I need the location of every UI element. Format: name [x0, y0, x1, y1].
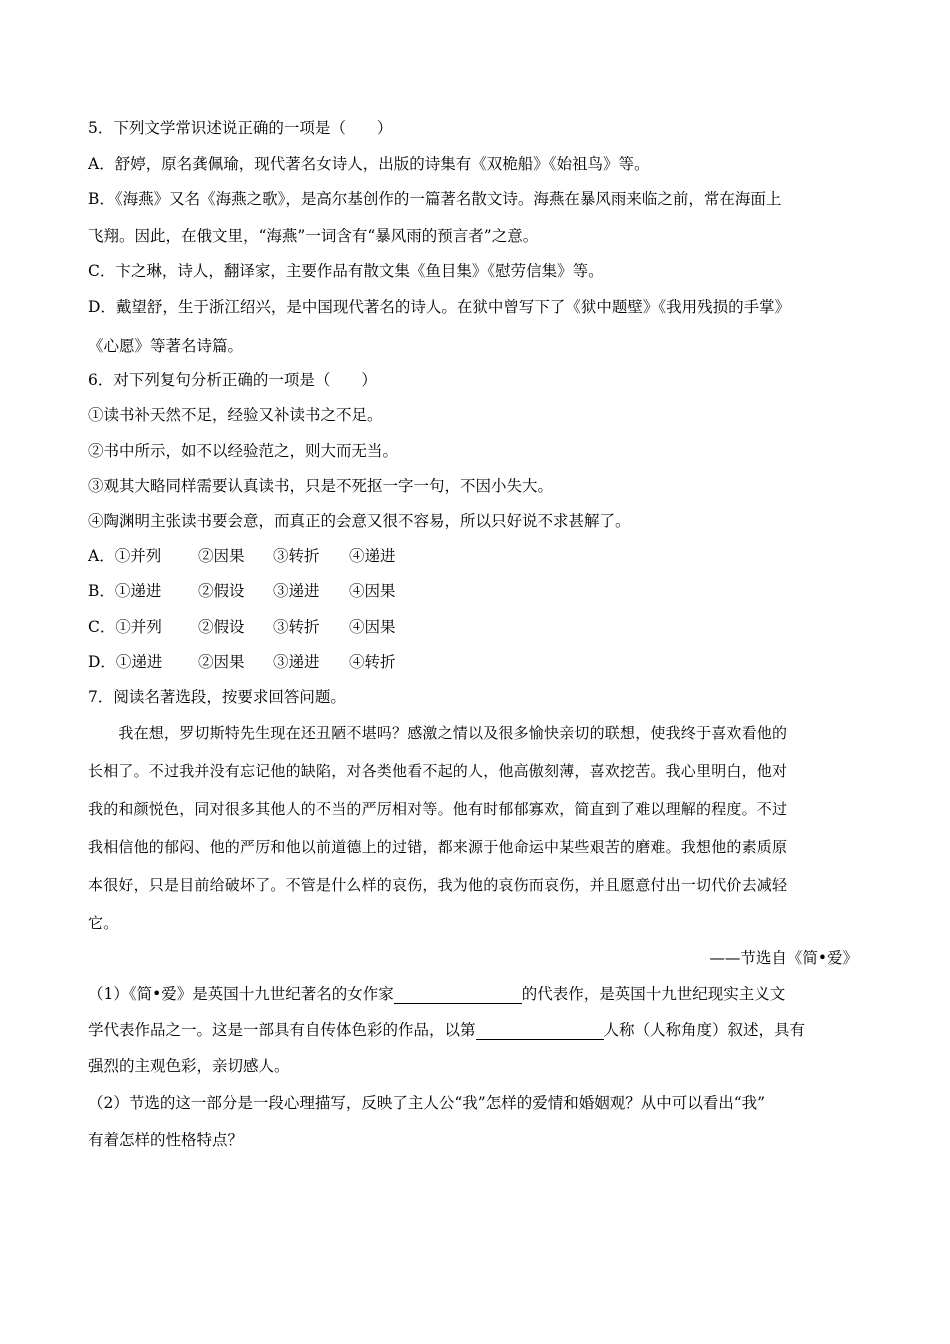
q5-option-c: C．卞之琳，诗人，翻译家，主要作品有散文集《鱼目集》《慰劳信集》等。: [88, 262, 604, 280]
option-part: ③转折: [273, 547, 320, 565]
option-part: ②假设: [198, 582, 245, 600]
q7-sub1-line1: [88, 984, 858, 1004]
option-part: ④转折: [349, 653, 396, 671]
option-part: ②因果: [198, 653, 245, 671]
passage-line: 长相了。不过我并没有忘记他的缺陷，对各类他看不起的人，他高傲刻薄，喜欢挖苦。我心里明白，他对: [88, 762, 788, 780]
option-part: ④递进: [349, 547, 396, 565]
q6-sentence-1: ①读书补天然不足，经验又补读书之不足。: [88, 406, 383, 424]
option-part: ③递进: [273, 582, 320, 600]
option-part: D．①递进: [88, 653, 163, 671]
answer-blank-author[interactable]: [394, 987, 522, 1004]
option-part: ②因果: [198, 547, 245, 565]
q7-sub1-line2: [88, 1020, 858, 1040]
answer-blank-person[interactable]: [476, 1023, 604, 1040]
q7-stem: 7．阅读名著选段，按要求回答问题。: [88, 688, 346, 706]
option-part: ②假设: [198, 618, 245, 636]
sub1-text: 学代表作品之一。这是一部具有自传体色彩的作品，以第: [88, 1021, 476, 1039]
q5-option-a: A．舒婷，原名龚佩瑜，现代著名女诗人，出版的诗集有《双桅船》《始祖鸟》等。: [88, 155, 650, 173]
q6-option-c: [88, 617, 858, 637]
sub1-text: （1）《简•爱》是英国十九世纪著名的女作家: [88, 985, 394, 1003]
option-part: ④因果: [349, 582, 396, 600]
q6-option-b: [88, 581, 858, 601]
q5-option-d-line2: 《心愿》等著名诗篇。: [88, 337, 244, 355]
option-part: ④因果: [349, 618, 396, 636]
option-part: ③转折: [273, 618, 320, 636]
q6-sentence-3: ③观其大略同样需要认真读书，只是不死抠一字一句，不因小失大。: [88, 477, 554, 495]
passage-line: 我在想，罗切斯特先生现在还丑陋不堪吗？感激之情以及很多愉快亲切的联想，使我终于喜欢看他的: [88, 724, 788, 742]
q6-stem: 6．对下列复句分析正确的一项是（ ）: [88, 371, 377, 389]
q6-option-a: [88, 546, 858, 566]
passage-source: ——节选自《简•爱》: [709, 949, 858, 967]
q7-sub2-line1: （2）节选的这一部分是一段心理描写，反映了主人公“我”怎样的爱情和婚姻观？从中可以看出“我”: [88, 1094, 766, 1112]
q7-sub1-line3: 强烈的主观色彩，亲切感人。: [88, 1057, 290, 1075]
q7-sub2-line2: 有着怎样的性格特点？: [88, 1131, 244, 1149]
q5-option-b-line1: B．《海燕》又名《海燕之歌》，是高尔基创作的一篇著名散文诗。海燕在暴风雨来临之前，常在海面上: [88, 190, 782, 208]
option-part: C．①并列: [88, 618, 162, 636]
q5-option-d-line1: D．戴望舒，生于浙江绍兴，是中国现代著名的诗人。在狱中曾写下了《狱中题壁》《我用残损的手掌》: [88, 298, 791, 316]
option-part: A．①并列: [88, 547, 162, 565]
option-part: ③递进: [273, 653, 320, 671]
sub1-text: 人称（人称角度）叙述，具有: [603, 1021, 806, 1039]
option-part: B．①递进: [88, 582, 162, 600]
q6-sentence-4: ④陶渊明主张读书要会意，而真正的会意又很不容易，所以只好说不求甚解了。: [88, 512, 631, 530]
q6-option-d: [88, 652, 858, 672]
passage-line: 我相信他的郁闷、他的严厉和他以前道德上的过错，都来源于他命运中某些艰苦的磨难。我想他的素质原: [88, 838, 788, 856]
passage-line: 我的和颜悦色，同对很多其他人的不当的严厉相对等。他有时郁郁寡欢，简直到了难以理解的程度。不过: [88, 800, 788, 818]
sub1-text: 的代表作，是英国十九世纪现实主义文: [521, 985, 786, 1003]
q6-sentence-2: ②书中所示，如不以经验范之，则大而无当。: [88, 442, 399, 460]
q5-stem: 5．下列文学常识述说正确的一项是（ ）: [88, 119, 393, 137]
passage-line: 它。: [88, 914, 119, 932]
passage-line: 本很好，只是目前给破坏了。不管是什么样的哀伤，我为他的哀伤而哀伤，并且愿意付出一切代价去减轻: [88, 876, 788, 894]
q5-option-b-line2: 飞翔。因此，在俄文里，“海燕”一词含有“暴风雨的预言者”之意。: [88, 227, 539, 245]
